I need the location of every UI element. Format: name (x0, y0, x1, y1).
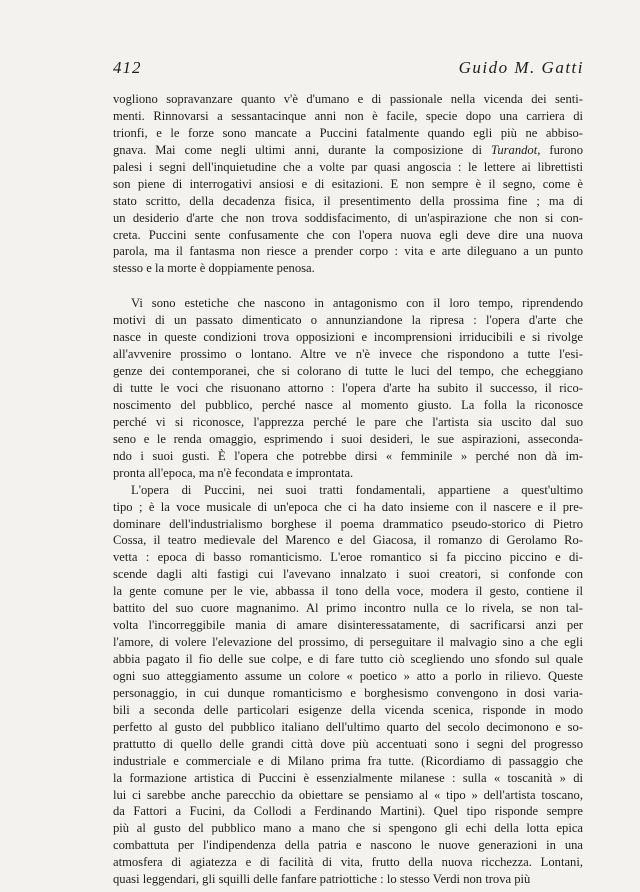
text-line: perché vi si riconosce, l'apprezza perché le pare che l'artista sia uscito dal suo (113, 414, 583, 429)
body-text (113, 91, 583, 888)
text-line: quasi leggendari, gli squilli delle fanfare patriottiche : lo stesso Verdi non trova più (113, 872, 531, 887)
text-line: seno e le renda omaggio, esprimendo i suoi desideri, le sue aspirazioni, asseconda- (113, 431, 583, 446)
text-line: di tutte le voci che risuonano attorno : l'opera d'arte ha subito il successo, il rico- (113, 381, 583, 395)
text-line: parola, ma il fantasma non riesce a prender corpo : vita e arte dileguano a un punto (113, 244, 583, 259)
text-line: atmosfera di agiatezza e di facilità di vita, frutto della nuova ricchezza. Lontani, (113, 855, 583, 870)
text-line: L'opera di Puccini, nei suoi tratti fondamentali, appartiene a quest'ultimo (131, 482, 583, 497)
text-line: pronta all'epoca, ma n'è fecondata e improntata. (113, 465, 354, 480)
text-line: bili a seconda delle particolari esigenze della vicenda scenica, risponde in modo (113, 702, 583, 717)
text-line: abbia pagato il fio delle sue colpe, e di fare tutto ciò scegliendo uno sfondo sul quale (113, 652, 583, 666)
text-line: vetta : epoca di basso romanticismo. L'eroe romantico si fa piccino piccino e di- (113, 550, 583, 565)
paragraph (113, 91, 583, 277)
text-line: dominare dell'industrialismo borghese il poema drammatico pseudo-storico di Pietro (113, 516, 583, 531)
text-line: perfetto al gusto del pubblico italiano dell'ultimo quarto del secolo decimonono e so- (113, 719, 583, 734)
running-head-author: Guido M. Gatti (458, 58, 584, 77)
page-number: 412 (113, 58, 142, 77)
text-line: ndo i suoi gusti. È l'opera che potrebbe dirsi « femminile » perché non dà im- (113, 448, 583, 463)
text-line: all'avvenire prossimo o lontano. Altre ve n'è invece che rispondono a tutte l'esi- (113, 347, 583, 362)
text-line: scende dagli alti fastigi cui l'avevano innalzato i suoi creatori, si confonde con (113, 567, 583, 582)
text-line: la formazione artistica di Puccini è essenzialmente milanese : sulla « toscanità » di (113, 770, 583, 785)
text-line: son piene di interrogativi ansiosi e di esitazioni. E non sempre è il segno, come è (113, 176, 583, 191)
text-line: lui ci sarebbe anche parecchio da obiettare se pensiamo al « tipo » dell'artista toscano, (113, 787, 583, 802)
paragraph (113, 295, 583, 481)
text-line: menti. Rinnovarsi a sessantacinque anni non è facile, specie dopo una carriera di (113, 108, 583, 123)
paragraph (113, 482, 583, 889)
text-line: volta l'incorreggibile mania di amare disinteressatamente, di sacrificarsi anzi per (113, 618, 583, 633)
text-line: personaggio, in cui dunque romanticismo e borghesismo convengono in dosi varia- (113, 685, 583, 700)
text-line: palesi i segni dell'inquietudine che a volte par quasi angoscia : le lettere ai librettisti (113, 159, 583, 174)
paragraph-gap (113, 277, 583, 295)
text-line: industriale e commerciale e di Milano prima fra tutte. (Ricordiamo di passaggio che (113, 753, 583, 768)
text-line: trionfi, e le forze sono mancate a Puccini fatalmente quando egli più ne abbiso- (113, 125, 583, 140)
text-line: la gente comune per le vie, abbassa il tono della voce, modera il gesto, contiene il (113, 584, 583, 599)
text-line: da Fattori a Fucini, da Collodi a Ferdinando Martini). Quel tipo risponde sempre (113, 804, 583, 819)
text-line: stesso e la morte è doppiamente penosa. (113, 261, 315, 276)
text-line: più al gusto del pubblico mano a mano che si spengono gli echi della lotta epica (113, 821, 583, 836)
text-line: creta. Puccini sente confusamente che con l'opera nuova egli deve dire una nuova (113, 227, 583, 242)
text-line: ogni suo atteggiamento assume un colore « poetico » atto a porlo in rilievo. Queste (113, 668, 583, 683)
text-line: un desiderio d'arte che non trova soddisfacimento, di un'aspirazione che non si con- (113, 210, 583, 225)
text-line: tipo ; è la voce musicale di un'epoca che ci ha dato insieme con il nascere e il pre- (113, 499, 583, 514)
text-line: motivi di un passato dimenticato o annunziandone la ripresa : l'opera d'arte che (113, 313, 583, 328)
text-line: genze dei contemporanei, che si colorano di tutte le luci del tempo, che echeggiano (113, 364, 583, 379)
text-line: gnava. Mai come negli ultimi anni, durante la composizione di Turandot, furono (113, 142, 583, 157)
text-line: Vi sono estetiche che nascono in antagonismo con il loro tempo, riprendendo (131, 296, 583, 311)
text-line: battito del suo cuore magnanimo. Al primo incontro nulla ce lo rivela, se non tal- (113, 601, 583, 616)
text-line: combattuta per l'indipendenza della patria e nascono le nuove generazioni in una (113, 838, 583, 853)
text-line: nasce in queste condizioni trova opposizioni e incomprensioni irriducibili e si rivolge (113, 330, 583, 345)
text-line: Cossa, il teatro medievale del Marenco e del Giacosa, il romanzo di Gerolamo Ro- (113, 533, 583, 548)
running-header (113, 58, 584, 80)
text-line: noscimento del pubblico, perché nasce al momento giusto. La folla la riconosce (113, 397, 583, 412)
text-line: stato scritto, della decadenza fisica, il presentimento della prossima fine ; ma di (113, 193, 583, 208)
text-line: prattutto di quello delle grandi città dove più accentuati sono i segni del progresso (113, 736, 583, 751)
text-line: l'amore, di volere l'elevazione del prossimo, di perseguitare il malvagio sino a che egli (113, 635, 583, 650)
text-line: vogliono sopravanzare quanto v'è d'umano e di passionale nella vicenda dei senti- (113, 92, 583, 106)
